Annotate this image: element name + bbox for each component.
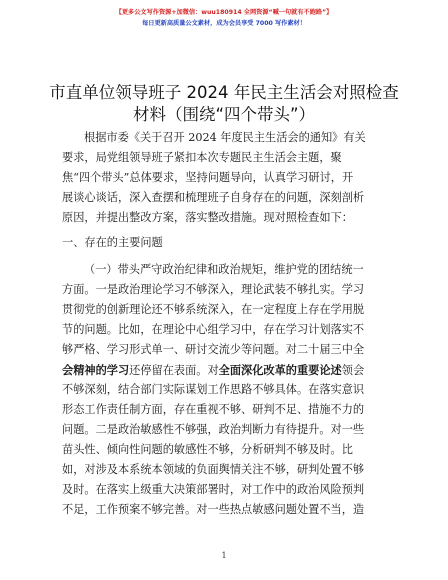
body-line: 如，对涉及本系统本领域的负面舆情关注不够，研判处置不够 bbox=[62, 463, 365, 476]
main-paragraph bbox=[62, 260, 394, 520]
banner-line-red: 【更多公文写作资源+加微信：wuu180914 全网资源“喊一句就有不跑路”】 bbox=[115, 9, 333, 16]
document-title bbox=[0, 82, 448, 126]
bold-text: 会精神的学习 bbox=[62, 363, 130, 377]
intro-line: 焦“四个带头”总体要求，坚持问题导向，认真学习研讨，开 bbox=[62, 171, 354, 184]
body-line: 贯彻党的创新理论还不够系统深入，在一定程度上存在学用脱 bbox=[62, 303, 365, 316]
body-line: 不足，工作预案不够完善。对一些热点敏感问题处置不当，造 bbox=[62, 503, 365, 516]
body-line-mixed bbox=[62, 360, 394, 380]
body-line: 苗头性、倾向性问题的敏感性不够，分析研判不够及时。比 bbox=[62, 443, 353, 456]
header-banner bbox=[0, 8, 448, 28]
intro-line: 根据市委《关于召开 2024 年度民主生活会的通知》有关 bbox=[84, 131, 366, 144]
page-number: 1 bbox=[221, 551, 227, 560]
body-line: （一）带头严守政治纪律和政治规矩，维护党的团结统一 bbox=[84, 263, 364, 276]
title-line-2: 材料（围绕“四个带头”） bbox=[132, 105, 316, 124]
plain-text: 还停留在表面 bbox=[129, 364, 197, 377]
body-line: 不够深刻，结合部门实际谋划工作思路不够具体。在落实意识 bbox=[62, 383, 365, 396]
body-line: 问题。二是政治敏感性不够强，政治判断力有待提升。对一些 bbox=[62, 423, 365, 436]
body-line: 及时。在落实上级重大决策部署时，对工作中的政治风险预判 bbox=[62, 483, 365, 496]
body-line: 够严格、学习形式单一、研讨交流少等问题。对二十届三中全 bbox=[62, 343, 365, 356]
plain-text: 领会 bbox=[341, 364, 365, 377]
intro-line: 要求，局党组领导班子紧扣本次专题民主生活会主题，聚 bbox=[62, 151, 342, 164]
banner-line-blue: 每日更新高质量公文素材，成为会员享受 7000 写作素材！ bbox=[142, 20, 306, 27]
intro-line: 展谈心谈话，深入查摆和梳理班子自身存在的问题，深刻剖析 bbox=[62, 191, 365, 204]
body-line: 形态工作责任制方面，存在重视不够、研判不足、措施不力的 bbox=[62, 403, 365, 416]
section-heading: 一、存在的主要问题 bbox=[62, 236, 163, 249]
body-line: 方面。一是政治理论学习不够深入，理论武装不够扎实。学习 bbox=[62, 283, 365, 296]
body-line: 节的问题。比如，在理论中心组学习中，存在学习计划落实不 bbox=[62, 323, 365, 336]
title-line-1: 市直单位领导班子 2024 年民主生活会对照检查 bbox=[49, 83, 399, 102]
bold-text: 全面深化改革的重要论述 bbox=[218, 363, 342, 377]
plain-text: 。对 bbox=[196, 364, 219, 377]
intro-paragraph bbox=[62, 128, 394, 228]
intro-line: 原因，并提出整改方案，落实整改措施。现对照检查如下： bbox=[62, 211, 353, 224]
